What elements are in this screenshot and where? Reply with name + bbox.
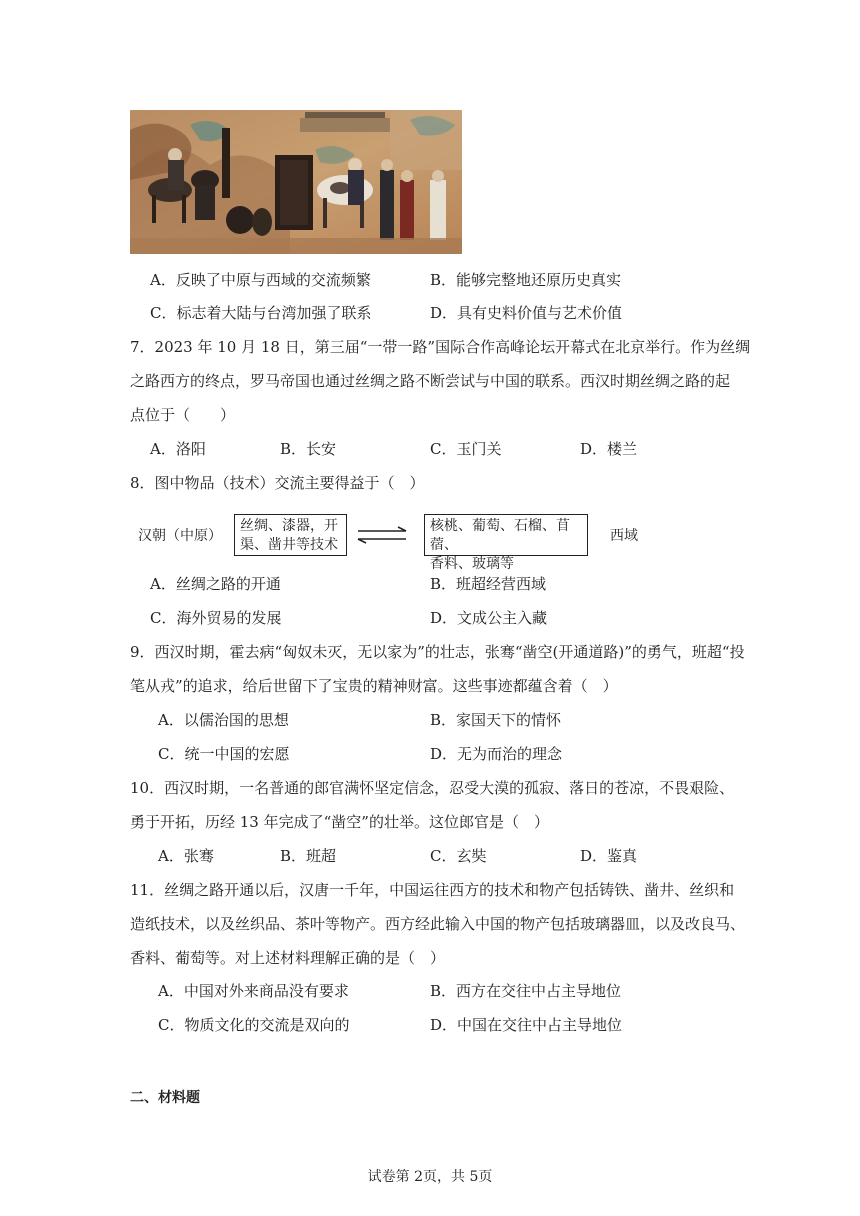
q7-stem-line-1: 7．2023 年 10 月 18 日，第三届“一带一路”国际合作高峰论坛开幕式在北京举行。作为丝绸: [130, 338, 751, 356]
diagram-right-box: [424, 514, 588, 572]
q9-option-d[interactable]: D．无为而治的理念: [430, 745, 563, 763]
diagram-left-box: [234, 514, 347, 556]
q9-option-a[interactable]: A．以儒治国的思想: [158, 711, 289, 729]
left-box-line-1: 丝绸、漆器，开: [240, 518, 338, 534]
q11-stem-line-1: 11．丝绸之路开通以后，汉唐一千年，中国运往西方的技术和物产包括铸铁、凿井、丝织和: [130, 881, 735, 899]
diagram-right-label: 西域: [610, 528, 638, 544]
q8-option-b[interactable]: B．班超经营西域: [430, 575, 547, 593]
q10-option-a[interactable]: A．张骞: [158, 847, 214, 865]
q10-stem-line-1: 10．西汉时期，一名普通的郎官满怀坚定信念，忍受大漠的孤寂、落日的苍凉，不畏艰险、: [130, 779, 735, 797]
q7-stem-line-3: 点位于（ ）: [130, 406, 236, 424]
q6-option-d[interactable]: D．具有史料价值与艺术价值: [430, 304, 623, 322]
q10-option-b[interactable]: B．班超: [280, 847, 337, 865]
dunhuang-mural-image: [130, 110, 462, 254]
q8-stem: 8．图中物品（技术）交流主要得益于（ ）: [130, 474, 425, 492]
q10-option-d[interactable]: D．鉴真: [580, 847, 638, 865]
left-box-line-2: 渠、凿井等技术: [240, 537, 338, 553]
bidirectional-arrow-icon: [356, 526, 408, 544]
q10-option-c[interactable]: C．玄奘: [430, 847, 487, 865]
q8-option-d[interactable]: D．文成公主入藏: [430, 609, 548, 627]
q11-option-b[interactable]: B．西方在交往中占主导地位: [430, 982, 622, 1000]
q9-stem-line-2: 笔从戎”的追求，给后世留下了宝贵的精神财富。这些事迹都蕴含着（ ）: [130, 677, 618, 695]
q9-stem-line-1: 9．西汉时期，霍去病“匈奴未灭，无以家为”的壮志，张骞“凿空(开通道路)”的勇气，班超“投: [130, 643, 745, 661]
q6-option-a[interactable]: A．反映了中原与西域的交流频繁: [150, 271, 371, 289]
q7-option-c[interactable]: C．玉门关: [430, 440, 502, 458]
q11-stem-line-2: 造纸技术，以及丝织品、茶叶等物产。西方经此输入中国的物产包括玻璃器皿，以及改良马、: [130, 915, 746, 933]
right-box-line-2: 香料、玻璃等: [430, 556, 514, 572]
q11-option-d[interactable]: D．中国在交往中占主导地位: [430, 1016, 623, 1034]
section-heading: 二、材料题: [130, 1090, 200, 1106]
q6-option-b[interactable]: B．能够完整地还原历史真实: [430, 271, 622, 289]
q6-option-c[interactable]: C．标志着大陆与台湾加强了联系: [150, 304, 372, 322]
q8-option-c[interactable]: C．海外贸易的发展: [150, 609, 282, 627]
diagram-left-label: 汉朝（中原）: [138, 528, 222, 544]
q7-option-d[interactable]: D．楼兰: [580, 440, 638, 458]
q7-stem-line-2: 之路西方的终点，罗马帝国也通过丝绸之路不断尝试与中国的联系。西汉时期丝绸之路的起: [130, 372, 731, 390]
q11-option-a[interactable]: A．中国对外来商品没有要求: [158, 982, 349, 1000]
q11-stem-line-3: 香料、葡萄等。对上述材料理解正确的是（ ）: [130, 949, 446, 967]
q7-option-a[interactable]: A．洛阳: [150, 440, 206, 458]
q9-option-b[interactable]: B．家国天下的情怀: [430, 711, 562, 729]
q11-option-c[interactable]: C．物质文化的交流是双向的: [158, 1016, 350, 1034]
q8-option-a[interactable]: A．丝绸之路的开通: [150, 575, 281, 593]
mural-illustration: [130, 110, 462, 254]
page-footer: 试卷第 2页，共 5页: [367, 1169, 493, 1185]
q9-option-c[interactable]: C．统一中国的宏愿: [158, 745, 290, 763]
q10-stem-line-2: 勇于开拓，历经 13 年完成了“凿空”的壮举。这位郎官是（ ）: [130, 813, 549, 831]
right-box-line-1: 核桃、葡萄、石榴、苜蓿、: [430, 518, 570, 553]
q7-option-b[interactable]: B．长安: [280, 440, 337, 458]
